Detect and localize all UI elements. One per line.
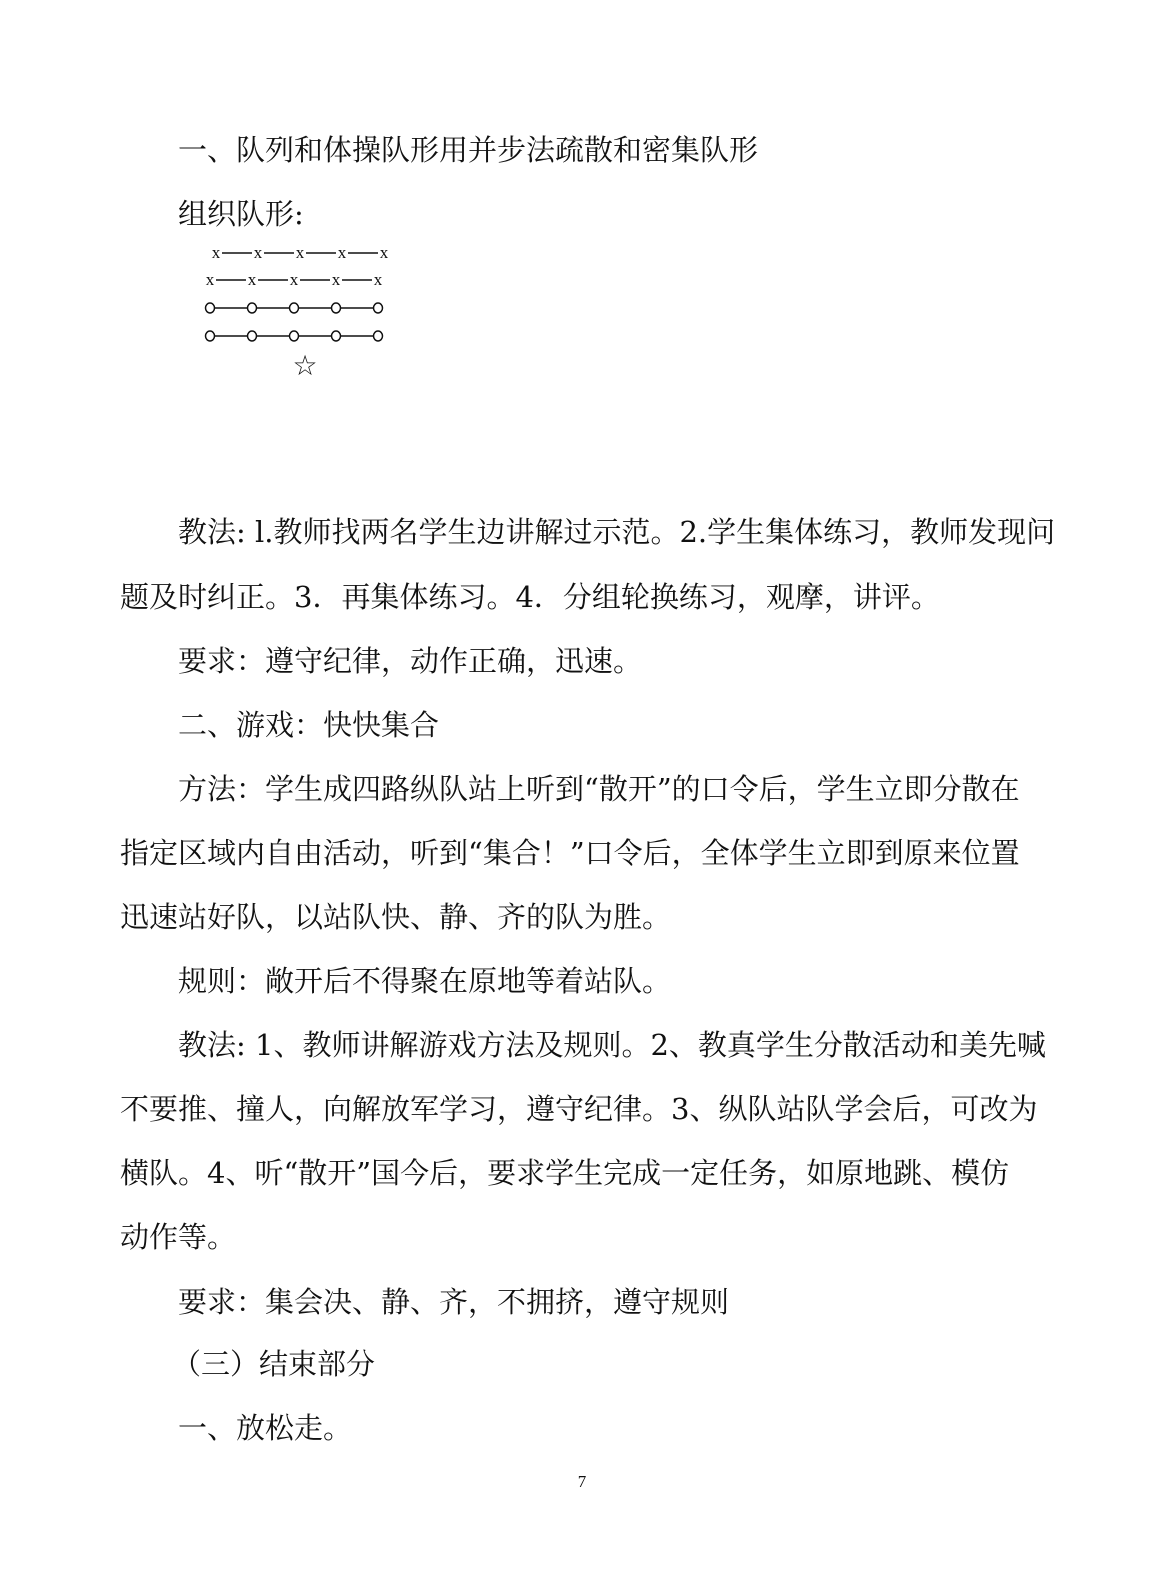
paragraph-teaching-method-2-line1: 教法: 1、教师讲解游戏方法及规则。2、教真学生分散活动和美先喊 (178, 1028, 1046, 1062)
formation-student-o-marker (374, 303, 383, 313)
formation-student-x-marker: x (205, 270, 215, 289)
formation-student-x-marker: x (373, 270, 383, 289)
formation-student-x-marker: x (295, 243, 305, 262)
formation-student-x-marker: x (211, 243, 221, 262)
formation-label: 组织队形: (178, 197, 304, 231)
formation-diagram (200, 243, 410, 393)
formation-student-x-marker: x (379, 243, 389, 262)
formation-student-x-marker: x (253, 243, 263, 262)
formation-student-x-marker: x (331, 270, 341, 289)
paragraph-teaching-method-1-line1: 教法: l.教师找两名学生边讲解过示范。2.学生集体练习，教师发现问 (178, 515, 1056, 549)
paragraph-rule: 规则：敞开后不得聚在原地等着站队。 (178, 964, 672, 998)
section-heading-ending: （三）结束部分 (172, 1347, 376, 1381)
formation-student-o-marker (374, 331, 383, 341)
teacher-star-icon: ☆ (292, 349, 318, 382)
section-heading-formation: 一、队列和体操队形用并步法疏散和密集队形 (178, 133, 759, 167)
formation-student-o-marker (248, 303, 257, 313)
page-number: 7 (577, 1472, 587, 1491)
paragraph-requirement-1: 要求：遵守纪律，动作正确，迅速。 (178, 644, 643, 678)
formation-student-x-marker: x (337, 243, 347, 262)
formation-student-o-marker (332, 303, 341, 313)
formation-student-o-marker (248, 331, 257, 341)
formation-student-o-marker (206, 331, 215, 341)
paragraph-teaching-method-2-line2: 不要推、撞人，向解放军学习，遵守纪律。3、纵队站队学会后，可改为 (120, 1092, 1038, 1126)
paragraph-game-method-line3: 迅速站好队，以站队快、静、齐的队为胜。 (120, 900, 672, 934)
formation-student-o-marker (290, 303, 299, 313)
list-item-relax-walk: 一、放松走。 (178, 1411, 353, 1445)
paragraph-game-method-line1: 方法：学生成四路纵队站上听到“散开”的口令后，学生立即分散在 (178, 772, 1020, 806)
formation-student-x-marker: x (247, 270, 257, 289)
paragraph-teaching-method-1-line2: 题及时纠正。3．再集体练习。4．分组轮换练习，观摩，讲评。 (120, 580, 940, 614)
formation-student-o-marker (206, 303, 215, 313)
paragraph-teaching-method-2-line4: 动作等。 (120, 1220, 237, 1254)
formation-student-o-marker (332, 331, 341, 341)
formation-student-x-marker: x (289, 270, 299, 289)
paragraph-game-method-line2: 指定区域内自由活动，听到“集合！”口令后，全体学生立即到原来位置 (120, 836, 1020, 870)
paragraph-requirement-2: 要求：集会决、静、齐，不拥挤，遵守规则 (178, 1285, 730, 1319)
formation-student-o-marker (290, 331, 299, 341)
section-heading-game: 二、游戏：快快集合 (178, 708, 440, 742)
paragraph-teaching-method-2-line3: 横队。4、听“散开”国今后，要求学生完成一定任务，如原地跳、模仿 (120, 1156, 1010, 1190)
